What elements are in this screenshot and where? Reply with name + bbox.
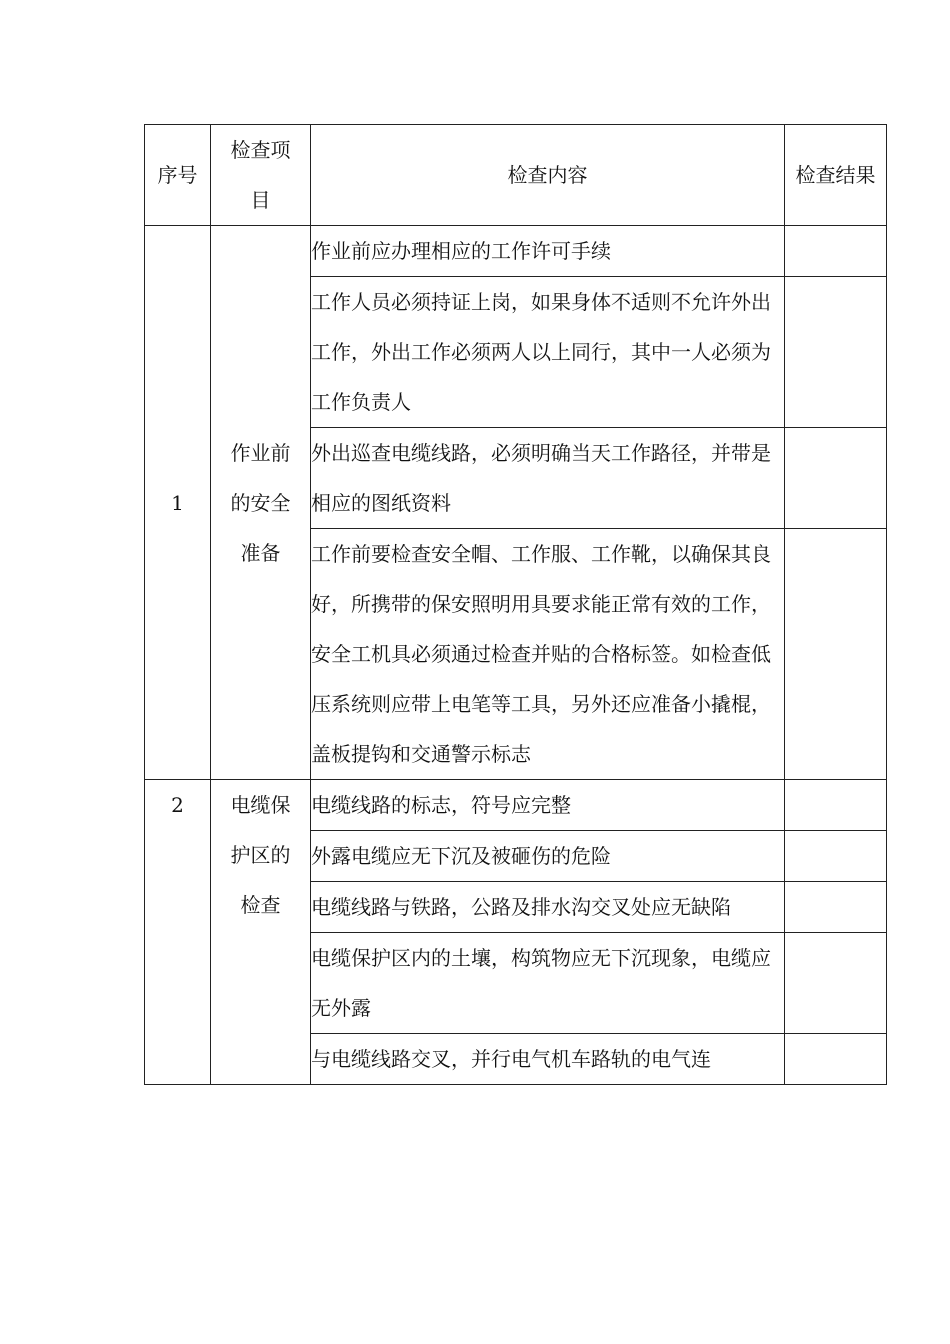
section-1-content-1: 作业前应办理相应的工作许可手续 [311, 226, 785, 277]
section-1-result-2 [785, 277, 887, 428]
header-content: 检查内容 [311, 125, 785, 226]
section-1-content-4: 工作前要检查安全帽、工作服、工作靴，以确保其良好，所携带的保安照明用具要求能正常有效的工作，安全工机具必须通过检查并贴的合格标签。如检查低压系统则应带上电笔等工具，另外还应准备小撬棍，盖板提钩和交通警示标志 [311, 529, 785, 780]
section-2-result-3 [785, 882, 887, 933]
section-1-content-2: 工作人员必须持证上岗，如果身体不适则不允许外出工作，外出工作必须两人以上同行，其中一人必须为工作负责人 [311, 277, 785, 428]
section-2-result-1 [785, 780, 887, 831]
section-2-result-5 [785, 1034, 887, 1085]
section-2-content-2: 外露电缆应无下沉及被砸伤的危险 [311, 831, 785, 882]
section-1-item: 作业前的安全准备 [211, 226, 311, 780]
header-seq: 序号 [145, 125, 211, 226]
section-2-content-5: 与电缆线路交叉，并行电气机车路轨的电气连 [311, 1034, 785, 1085]
section-2-seq: 2 [145, 780, 211, 1085]
table-row [145, 226, 887, 277]
table-row [145, 780, 887, 831]
section-2-result-2 [785, 831, 887, 882]
section-2-content-4: 电缆保护区内的土壤，构筑物应无下沉现象，电缆应无外露 [311, 933, 785, 1034]
section-1-result-1 [785, 226, 887, 277]
inspection-checklist-table [144, 124, 887, 1085]
section-1-result-3 [785, 428, 887, 529]
section-2-content-3: 电缆线路与铁路，公路及排水沟交叉处应无缺陷 [311, 882, 785, 933]
header-item: 检查项目 [211, 125, 311, 226]
table-header-row [145, 125, 887, 226]
section-2-content-1: 电缆线路的标志，符号应完整 [311, 780, 785, 831]
header-result: 检查结果 [785, 125, 887, 226]
section-1-seq: 1 [145, 226, 211, 780]
section-1-result-4 [785, 529, 887, 780]
section-2-item: 电缆保护区的检查 [211, 780, 311, 1085]
section-2-result-4 [785, 933, 887, 1034]
section-1-content-3: 外出巡查电缆线路，必须明确当天工作路径，并带是相应的图纸资料 [311, 428, 785, 529]
